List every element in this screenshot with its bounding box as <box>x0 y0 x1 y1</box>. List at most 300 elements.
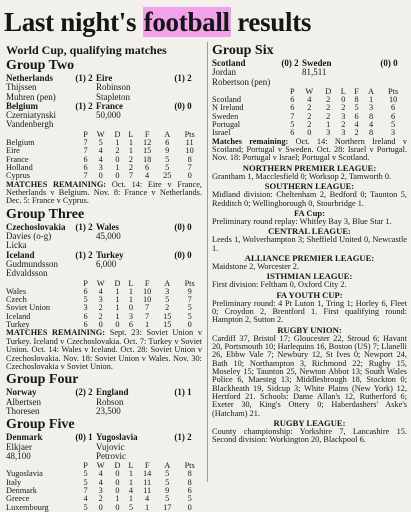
result-cell: (1) 2 <box>174 432 192 443</box>
table-cell: 0 <box>115 320 120 330</box>
standings-table <box>6 280 202 330</box>
results-block <box>212 59 407 87</box>
table-cell: 1 <box>145 320 150 330</box>
result-cell: Czechoslovakia <box>6 221 66 232</box>
table-cell: 25 <box>163 171 172 181</box>
column-rule <box>207 42 208 482</box>
table-cell: Wales <box>6 286 27 296</box>
table-cell: 0 <box>98 502 103 512</box>
column-header: A <box>164 461 171 471</box>
result-cell: Iceland <box>6 249 35 260</box>
result-line <box>6 120 202 129</box>
result-cell: Stapleton <box>96 91 130 102</box>
league-results: County championship: Yorkshire 7, Lancashire 15. Second division: Workington 20, Blackpool 6. <box>212 427 407 445</box>
result-cell: Scotland <box>212 58 246 68</box>
table-cell: 5 <box>187 303 192 313</box>
table-cell: 4 <box>98 477 103 487</box>
table-cell: Yugoslavia <box>6 469 43 479</box>
table-cell: France <box>6 154 29 164</box>
table-cell: 1 <box>115 295 120 305</box>
table-cell: 6 <box>354 111 359 121</box>
league-results: Preliminary round replay: Whitley Bay 3, Blue Star 1. <box>212 216 392 226</box>
result-cell: Muhren (pen) <box>6 91 56 102</box>
table-cell: 7 <box>128 171 133 181</box>
table-cell: 9 <box>165 146 170 156</box>
table-cell: 7 <box>145 311 150 321</box>
result-cell: (1) 2 <box>75 73 93 83</box>
result-cell <box>170 398 196 407</box>
table-cell: 6 <box>187 486 192 496</box>
table-cell: 8 <box>187 154 192 164</box>
table-cell: 1 <box>115 286 120 296</box>
table-cell: 5 <box>83 469 88 479</box>
league-heading: FA Cup: <box>293 207 326 218</box>
result-cell: Jordan <box>212 67 236 78</box>
table-row <box>6 304 202 312</box>
table-cell: 1 <box>128 494 133 504</box>
table-cell: Portugal <box>212 120 241 130</box>
right-column <box>212 42 407 482</box>
group-heading: Group Four <box>6 372 79 388</box>
result-cell: Thijssen <box>6 82 37 93</box>
table-cell: 0 <box>128 303 133 313</box>
column-header: F <box>354 86 359 96</box>
table-cell: 1 <box>368 95 374 105</box>
result-cell: Sweden <box>302 58 332 68</box>
column-header: F <box>144 461 150 471</box>
column-header: F <box>144 278 150 288</box>
table-cell: 15 <box>142 146 152 156</box>
standings-table <box>6 131 202 181</box>
column-header: Pts <box>388 86 399 96</box>
table-cell: Belgium <box>6 138 35 148</box>
table-cell: 7 <box>83 486 88 496</box>
table-cell: 6 <box>391 111 396 121</box>
column-header: A <box>164 129 171 139</box>
group-heading: Group Three <box>6 206 85 222</box>
note-title: Matches remaining: <box>212 136 289 146</box>
table-cell: 1 <box>115 162 120 172</box>
table-cell: 3 <box>98 295 103 305</box>
result-cell: Turkey <box>96 249 124 260</box>
column-header: P <box>83 461 88 471</box>
table-row <box>6 504 202 512</box>
table-cell: 0 <box>98 171 103 181</box>
table-cell: 1 <box>128 138 133 148</box>
table-cell: 4 <box>98 154 103 164</box>
table-cell: 6 <box>290 128 295 138</box>
table-cell: 3 <box>368 103 374 113</box>
league-heading: CENTRAL LEAGUE: <box>268 226 351 237</box>
table-cell: 9 <box>187 286 192 296</box>
table-cell: 3 <box>165 286 170 296</box>
result-cell <box>170 452 196 461</box>
result-cell <box>278 68 302 77</box>
table-cell: 10 <box>142 286 152 296</box>
league-results: Maidstone 2, Worcester 2. <box>212 261 299 271</box>
league-heading: RUGBY LEAGUE: <box>273 418 346 429</box>
result-cell: (1) 2 <box>75 100 93 111</box>
column-header: P <box>83 278 88 288</box>
column-header: D <box>114 129 121 139</box>
table-cell: Scotland <box>212 95 242 105</box>
result-cell <box>72 407 96 416</box>
result-cell: (1) 2 <box>174 73 192 83</box>
table-cell: 5 <box>83 502 88 512</box>
column-header: L <box>128 461 134 471</box>
result-cell <box>72 111 96 120</box>
league-results: Grantham 1, Macclesfield 0; Worksop 2, Tamworth 0. <box>212 171 392 181</box>
result-cell <box>170 260 196 269</box>
table-cell: 1 <box>128 477 133 487</box>
result-cell: 23,500 <box>96 405 121 416</box>
note-text: Oct. 14: Northern Ireland v Scotland; Portugal v Sweden. Oct. 28: Israel v Portugal. Nov. 18: Portugal v Israel; Portugal v Scotland. <box>212 136 407 163</box>
table-cell: 0 <box>115 171 120 181</box>
table-cell: Iceland <box>6 311 31 321</box>
result-cell: (0) 1 <box>75 432 93 443</box>
matches-remaining <box>212 138 407 163</box>
table-cell: 8 <box>354 95 359 105</box>
result-cell: Petrovic <box>96 450 126 461</box>
result-cell: Netherlands <box>6 73 53 83</box>
results-block <box>6 223 202 279</box>
table-cell: 5 <box>98 138 103 148</box>
table-cell: 1 <box>128 469 133 479</box>
world-cup-heading: World Cup, qualifying matches <box>6 43 167 57</box>
league-heading: SOUTHERN LEAGUE: <box>264 181 355 192</box>
left-column <box>6 42 202 512</box>
table-cell: 2 <box>341 120 346 130</box>
table-cell: 2 <box>341 103 346 113</box>
table-cell: 5 <box>165 154 170 164</box>
table-row <box>6 156 202 164</box>
table-cell: 4 <box>307 95 312 105</box>
result-cell: 45,000 <box>96 231 121 242</box>
table-cell: Soviet Union <box>6 303 51 313</box>
table-cell: 0 <box>187 171 192 181</box>
table-cell: Denmark <box>6 486 37 496</box>
result-cell <box>72 398 96 407</box>
table-cell: 9 <box>165 486 170 496</box>
result-cell: France <box>96 100 123 111</box>
table-cell: 3 <box>98 486 103 496</box>
result-cell: Norway <box>6 387 37 398</box>
table-cell: 2 <box>98 494 103 504</box>
table-cell: Holland <box>6 162 33 172</box>
result-cell <box>170 83 196 92</box>
result-cell: Davies (o-g) <box>6 231 52 242</box>
results-block <box>6 433 202 461</box>
table-cell: 10 <box>142 295 152 305</box>
table-row <box>6 470 202 478</box>
result-cell: Denmark <box>6 432 43 443</box>
table-cell: 0 <box>115 477 120 487</box>
table-cell: 5 <box>165 494 170 504</box>
table-cell: 2 <box>98 311 103 321</box>
group-heading: Group Five <box>6 417 75 433</box>
column-header: W <box>96 461 105 471</box>
table-cell: 5 <box>165 477 170 487</box>
group-heading: Group Six <box>212 43 274 58</box>
table-cell: 5 <box>354 103 359 113</box>
table-cell: 14 <box>142 469 152 479</box>
table-cell: Italy <box>6 477 22 487</box>
result-cell: Belgium <box>6 100 39 111</box>
result-cell: Albertsen <box>6 396 41 407</box>
table-cell: Eire <box>6 146 20 156</box>
result-cell <box>302 78 376 87</box>
table-cell: Czech <box>6 295 27 305</box>
table-cell: 1 <box>128 286 133 296</box>
table-cell: 3 <box>391 128 396 138</box>
table-cell: 4 <box>98 146 103 156</box>
column-header: L <box>128 129 134 139</box>
result-cell: (1) 2 <box>75 249 93 260</box>
result-cell: Vandenbergh <box>6 119 54 130</box>
table-cell: 8 <box>187 477 192 487</box>
column-header: D <box>325 86 332 96</box>
table-row <box>6 139 202 147</box>
table-cell: 2 <box>128 162 133 172</box>
result-cell <box>72 269 96 278</box>
result-cell: Robinson <box>96 82 131 93</box>
matches-remaining <box>6 329 202 371</box>
result-cell: Edvaldsson <box>6 268 48 279</box>
table-cell: 4 <box>83 494 88 504</box>
table-cell: Greece <box>6 494 30 504</box>
table-header-row <box>6 280 202 288</box>
table-cell: 5 <box>391 120 396 130</box>
result-cell: (0) 2 <box>281 58 299 68</box>
headline <box>4 2 384 42</box>
table-cell: 5 <box>165 469 170 479</box>
result-cell: Robson <box>96 396 124 407</box>
result-cell: Yugoslavia <box>96 432 138 443</box>
table-cell: 3 <box>326 128 331 138</box>
table-cell: 11 <box>143 486 152 496</box>
table-cell: Israel <box>212 128 231 138</box>
result-line <box>6 407 202 416</box>
table-cell: 4 <box>98 286 103 296</box>
result-cell <box>170 269 196 278</box>
result-cell <box>376 78 402 87</box>
result-cell: 50,000 <box>96 110 121 121</box>
table-cell: 7 <box>83 146 88 156</box>
table-cell: 2 <box>128 154 133 164</box>
result-cell: (0) 0 <box>174 100 192 111</box>
table-cell: 10 <box>185 146 194 156</box>
column-header: Pts <box>184 278 195 288</box>
table-cell: 6 <box>83 320 88 330</box>
result-cell: (1) 1 <box>174 387 192 398</box>
table-cell: Sweden <box>212 111 239 121</box>
table-cell: 3 <box>83 303 88 313</box>
table-cell: 1 <box>128 146 133 156</box>
result-cell: Thoresen <box>6 405 40 416</box>
table-cell: 0 <box>187 320 192 330</box>
result-cell: (0) 0 <box>174 221 192 232</box>
table-cell: 2 <box>326 111 331 121</box>
result-cell <box>96 269 170 278</box>
table-cell: 3 <box>98 162 103 172</box>
table-cell: 7 <box>83 138 88 148</box>
league-results: Cardiff 37, Bristol 17; Gloucester 22, Stroud 6; Havant 20, Portsmouth 10; Harlequins 16, Boston (US) 7; Llanelli 26, Ebbw Vale 7; Newbury 12, St Ives 0; Newport 24, Bath 10; Northampton 3, Richmond 22; Rugby 15, Moseley 15; Taunton 25, Newton Abbot 13; South Wales Police 6, Maesteg 13; Middlesbrough 18, Stockton 0; Blackheath 19, Sidcup 3; White Plains (New York) 12, Hertford 21. Schools: Dame Allan's 12, Rutherford 6; Exeter 30, King's Ottery 0; Haberdashers' Aske's (Hatcham) 21. <box>212 333 407 418</box>
results-block <box>6 388 202 416</box>
table-cell: 3 <box>128 311 133 321</box>
table-cell: 3 <box>341 111 346 121</box>
table-cell: 2 <box>326 103 331 113</box>
table-cell: 18 <box>142 154 152 164</box>
table-cell: 5 <box>290 120 295 130</box>
table-cell: 4 <box>368 120 374 130</box>
result-cell <box>278 78 302 87</box>
table-cell: 0 <box>187 502 192 512</box>
table-cell: 15 <box>163 320 172 330</box>
table-cell: 2 <box>307 120 312 130</box>
table-cell: 2 <box>354 128 359 138</box>
note-title: MATCHES REMAINING: <box>6 328 106 338</box>
result-cell <box>170 232 196 241</box>
column-header: P <box>289 86 295 96</box>
headline-highlight: football <box>143 7 230 37</box>
result-cell <box>170 120 196 129</box>
table-cell: 12 <box>142 138 152 148</box>
table-cell: 6 <box>83 154 88 164</box>
table-cell: 15 <box>163 311 172 321</box>
table-cell: 5 <box>83 295 88 305</box>
table-cell: 17 <box>163 502 172 512</box>
standings-table <box>6 462 202 512</box>
result-cell: England <box>96 387 129 398</box>
table-cell: 1 <box>115 138 120 148</box>
column-header: A <box>368 86 375 96</box>
table-cell: 6 <box>290 95 295 105</box>
table-cell: 4 <box>98 469 103 479</box>
table-cell: 5 <box>165 295 170 305</box>
column-header: D <box>114 461 121 471</box>
result-cell <box>72 452 96 461</box>
result-cell <box>376 68 402 77</box>
table-cell: 2 <box>115 146 120 156</box>
column-header: D <box>114 278 121 288</box>
table-cell: 1 <box>115 303 120 313</box>
table-cell: 0 <box>115 486 120 496</box>
table-cell: 11 <box>143 477 152 487</box>
result-cell: (0) 0 <box>380 58 398 68</box>
table-cell: 1 <box>145 502 150 512</box>
result-cell: Vujovic <box>96 441 125 452</box>
table-cell: 0 <box>307 128 312 138</box>
table-cell: 4 <box>354 120 359 130</box>
table-cell: N Ireland <box>212 103 244 113</box>
results-block <box>6 74 202 130</box>
table-cell: 2 <box>165 303 170 313</box>
result-cell <box>72 83 96 92</box>
result-cell <box>170 407 196 416</box>
table-cell: 6 <box>83 311 88 321</box>
standings-table <box>212 88 407 138</box>
table-cell: 5 <box>187 311 192 321</box>
column-header: L <box>340 86 346 96</box>
result-cell <box>96 120 170 129</box>
league-heading: ISTHMIAN LEAGUE: <box>266 271 353 282</box>
result-cell: 6,000 <box>96 258 117 269</box>
table-cell: 7 <box>187 162 192 172</box>
table-row <box>6 487 202 495</box>
table-cell: 6 <box>391 103 396 113</box>
table-cell: 0 <box>98 320 103 330</box>
table-cell: 2 <box>98 303 103 313</box>
table-cell: 4 <box>145 494 150 504</box>
league-heading: RUGBY UNION: <box>277 324 342 335</box>
result-cell: Gudmundsson <box>6 258 59 269</box>
headline-end: results <box>230 7 312 37</box>
table-cell: 11 <box>185 138 194 148</box>
table-cell: 7 <box>83 171 88 181</box>
result-cell: (2) 2 <box>75 387 93 398</box>
league-results: Preliminary round: 4 Pt Luton 1, Tring 1; Horley 6, Fleet 0; Croydon 2, Brentford 1. First qualifying round: Hampton 2, Sutton 2. <box>212 298 407 325</box>
table-cell: 6 <box>290 103 295 113</box>
table-cell: 5 <box>128 502 133 512</box>
table-cell: 4 <box>128 486 133 496</box>
table-cell: Cyprus <box>6 171 30 181</box>
note-text: Sept. 23: Soviet Union v Turkey. Iceland v Czechoslovakia. Oct. 7: Turkey v Soviet Union. Oct. 14: Wales v Iceland. Oct. 28: Soviet Union v Czechoslovakia. Nov. 18: Soviet Union v Wales. Nov. 30: Czechoslovakia v Soviet Union. <box>6 328 202 371</box>
column-header: W <box>305 86 314 96</box>
league-results: First division: Feltham 0, Oxford City 2. <box>212 280 347 290</box>
result-cell <box>72 260 96 269</box>
league-heading: FA YOUTH CUP: <box>276 289 343 300</box>
table-cell: 8 <box>368 128 374 138</box>
result-cell: (1) 2 <box>75 221 93 232</box>
result-cell: Czerniatynski <box>6 110 56 121</box>
note-text: Oct. 14: Eire v France, Netherlands v Belgium. Nov. 8: France v Netherlands. Dec. 5: France v Cyprus. <box>6 179 202 206</box>
table-cell: 8 <box>187 469 192 479</box>
table-cell: 7 <box>290 111 295 121</box>
table-cell: 10 <box>388 95 398 105</box>
table-cell: 0 <box>115 502 120 512</box>
table-cell: 7 <box>187 295 192 305</box>
result-cell: 81,511 <box>302 67 327 78</box>
table-cell: 6 <box>165 138 170 148</box>
table-row <box>6 147 202 155</box>
result-line <box>6 232 202 241</box>
table-row <box>6 288 202 296</box>
column-header: W <box>96 129 105 139</box>
headline-start: Last night's <box>4 7 143 37</box>
group-heading: Group Two <box>6 58 75 73</box>
table-cell: 1 <box>115 494 120 504</box>
table-cell: 6 <box>128 320 133 330</box>
league-heading: NORTHERN PREMIER LEAGUE: <box>242 162 377 173</box>
result-cell <box>170 111 196 120</box>
table-cell: 6 <box>83 286 88 296</box>
column-header: W <box>96 278 105 288</box>
table-cell: 1 <box>115 311 120 321</box>
result-cell: Wales <box>96 221 120 232</box>
result-cell <box>72 120 96 129</box>
result-cell: 48,100 <box>6 450 31 461</box>
league-results: Leeds 1, Wolverhampton 3; Sheffield United 0, Newcastle 1. <box>212 235 407 253</box>
result-cell <box>72 443 96 452</box>
result-cell <box>72 232 96 241</box>
table-cell: 0 <box>115 154 120 164</box>
table-cell: 5 <box>165 162 170 172</box>
result-cell: Licka <box>6 240 27 251</box>
table-cell: 8 <box>368 111 374 121</box>
table-cell: 3 <box>341 128 346 138</box>
note-title: MATCHES REMAINING: <box>6 179 107 189</box>
column-header: Pts <box>184 129 195 139</box>
